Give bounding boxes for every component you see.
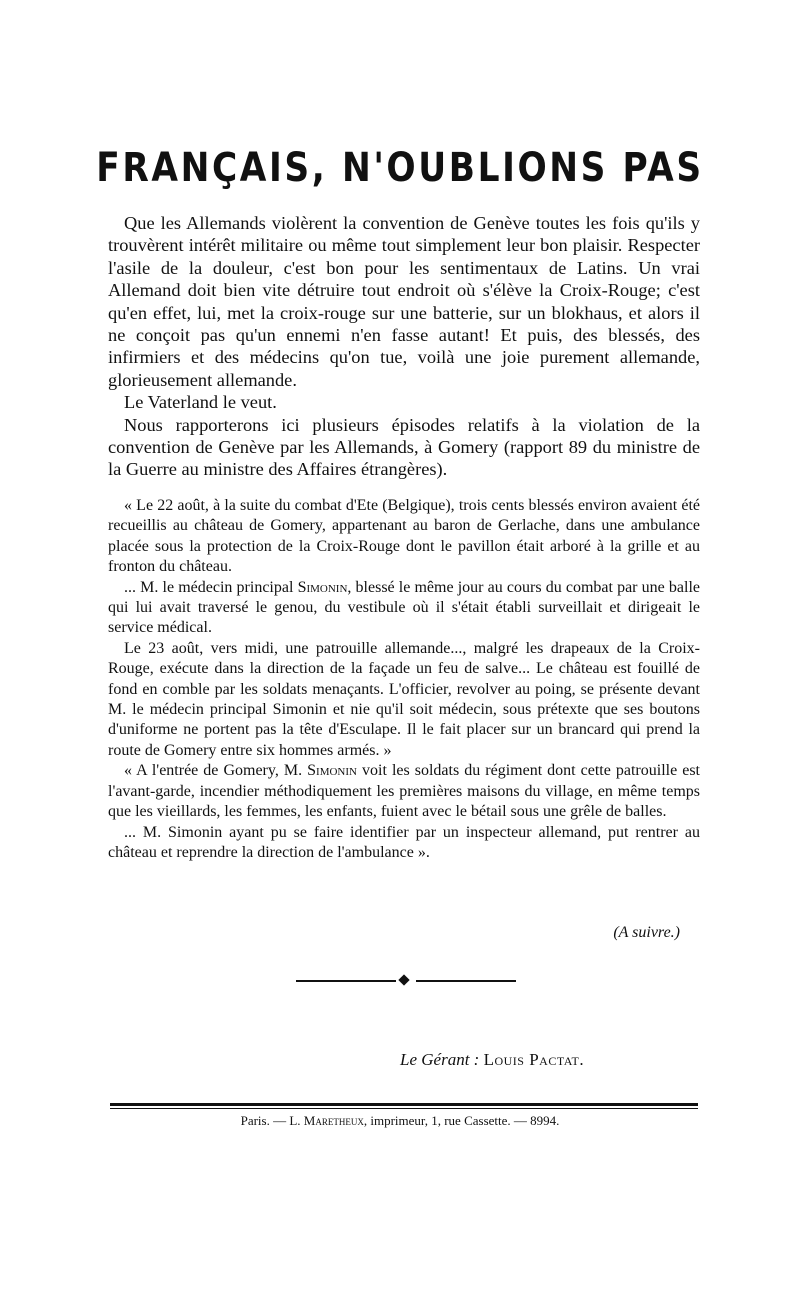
intro-paragraph: Que les Allemands violèrent la convention de Genève toutes les fois qu'ils y trouvèrent intérêt militaire ou même tout simplement leur bon plaisir. Respecter l'asile de la douleur, c'est bon pour les sentimentaux de Latins. Un vrai Allemand doit bien vite détruire tout endroit où s'élève la Croix-Rouge; c'est qu'en effet, lui, met la croix-rouge sur une batterie, sur un blokhaus, et alors il ne conçoit pas qu'un ennemi n'en fasse autant! Et puis, des blessés, des infirmiers et des médecins qu'on tue, voilà une joie purement allemande, glorieusement allemande. [108,213,700,390]
footer-rule-thick [110,1103,698,1106]
quote-paragraph [108,578,700,639]
person-name: Simonin [297,578,348,596]
divider-line-right [416,980,516,982]
imprint-text: Paris. — L. [240,1113,304,1128]
quote-text: ... M. le médecin principal [124,578,298,596]
intro-section [108,212,700,481]
quote-paragraph: ... M. Simonin ayant pu se faire identifier par un inspecteur allemand, put rentrer au château et reprendre la direction de l'ambulance ». [108,823,700,861]
quote-paragraph: Le 23 août, vers midi, une patrouille allemande..., malgré les drapeaux de la Croix-Rouge, exécute dans la direction de la façade un feu de salve... Le château est fouillé de fond en comble par les soldats menaçants. L'officier, revolver au poing, se présente devant M. le médecin principal Simonin et nie qu'il soit médecin, sous prétexte que ses boutons d'uniforme ne portent pas la tête d'Esculape. Il le fait placer sur un brancard qui prend la route de Gomery entre six hommes armés. » [108,639,700,759]
report-quote [108,496,700,863]
signature-name: Louis Pactat. [483,1050,585,1069]
page-title: FRANÇAIS, N'OUBLIONS PAS [96,145,704,191]
quote-paragraph [108,761,700,822]
printer-name: Maretheux [303,1113,364,1128]
quote-paragraph: « Le 22 août, à la suite du combat d'Ete (Belgique), trois cents blessés environ avaient été recueillis au château de Gomery, appartenant au baron de Gerlache, dans une ambulance placée sous la protection de la Croix-Rouge dont le pavillon était arboré à la grille et au fronton du château. [108,497,700,576]
divider-line-left [296,980,396,982]
quote-text: voit les soldats du régiment dont cette patrouille est l'avant-garde, incendier méthodiquement les premières maisons du village, en même temps que les vieillards, les femmes, les enfants, fuient avec le bétail sous une grêle de balles. [108,762,701,821]
ornamental-divider [296,976,516,986]
quote-text: , blessé le même jour au cours du combat par une balle qui lui avait traversé le genou, du vestibule où il s'était établi surveillait et dirigeait le service médical. [108,578,700,637]
intro-paragraph: Le Vaterland le veut. [124,392,277,413]
person-name: Simonin [307,762,357,780]
signature-role: Le Gérant : [400,1050,480,1069]
footer-rule-thin [110,1108,698,1109]
quote-text: « A l'entrée de Gomery, M. [124,762,308,780]
intro-paragraph: Nous rapporterons ici plusieurs épisodes relatifs à la violation de la convention de Genève par les Allemands, à Gomery (rapport 89 du ministre de la Guerre au ministre des Affaires étrangères). [108,414,700,480]
to-be-continued: (A suivre.) [613,924,680,941]
diamond-ornament-icon [398,974,409,985]
imprint-text: , imprimeur, 1, rue Cassette. — 8994. [363,1113,560,1128]
printer-imprint [0,1113,800,1129]
signature-line [400,1050,632,1070]
